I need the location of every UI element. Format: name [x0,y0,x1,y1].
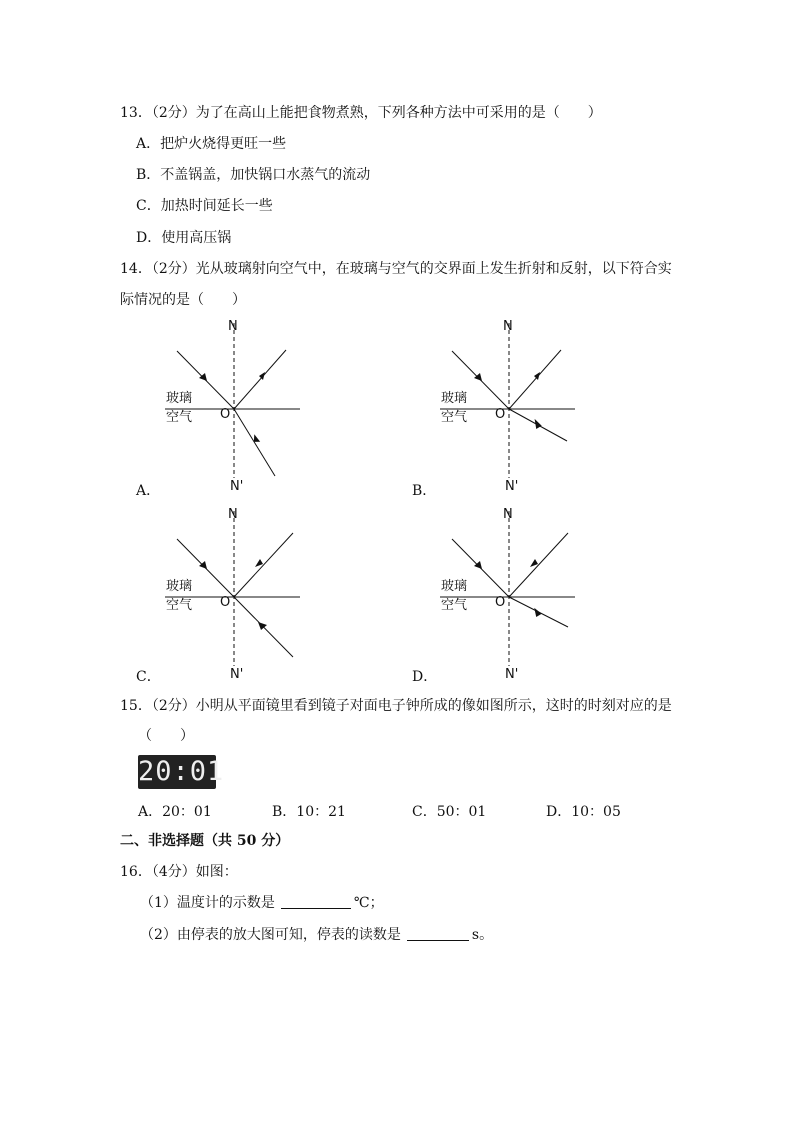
q13-option-a: A．把炉火烧得更旺一些 [136,136,287,152]
ray-diagram-a [160,318,310,494]
ray-diagram-d [435,506,585,682]
q16-part2-blank[interactable] [407,926,469,941]
q14-option-c-letter: C． [136,669,161,685]
q16-part1-suffix: ℃； [353,895,384,911]
label-origin: O [495,595,506,610]
ray-diagram-c [160,506,310,682]
q16-part1 [140,894,384,912]
label-origin: O [220,407,231,422]
q15-option-c: C．50：01 [412,804,487,820]
label-n-top: N [228,507,238,522]
q14-option-a-letter: A． [136,483,161,499]
q16-part1-prefix: （1）温度计的示数是 [140,895,275,911]
q14-stem-line1: 14．（2分）光从玻璃射向空气中，在玻璃与空气的交界面上发生折射和反射，以下符合实 [120,261,672,277]
label-air: 空气 [166,410,193,425]
q15-option-b: B．10：21 [272,804,346,820]
q15-option-a: A．20：01 [138,804,212,820]
label-n-top: N [228,319,238,334]
label-air: 空气 [441,410,468,425]
q15-stem-line2: （ ） [138,728,194,744]
label-n-bottom: N' [230,479,244,494]
q15-stem-line1: 15．（2分）小明从平面镜里看到镜子对面电子钟所成的像如图所示，这时的时刻对应的是 [120,698,672,714]
label-n-bottom: N' [505,667,519,682]
label-origin: O [495,407,506,422]
label-origin: O [220,595,231,610]
q16-part2-suffix: s。 [471,927,494,943]
q13-option-d: D．使用高压锅 [136,230,232,246]
label-glass: 玻璃 [441,579,468,594]
label-glass: 玻璃 [441,391,468,406]
label-glass: 玻璃 [166,579,193,594]
label-air: 空气 [166,598,193,613]
q16-part2 [140,926,493,944]
section-2-title: 二、非选择题（共 50 分） [120,833,290,849]
q14-stem-line2: 际情况的是（ ） [120,292,246,308]
q13-stem: 13．（2分）为了在高山上能把食物煮熟，下列各种方法中可采用的是（ ） [120,105,602,121]
q13-option-c: C．加热时间延长一些 [136,198,273,214]
mirror-clock-image: 20:01 [138,756,225,787]
label-n-bottom: N' [230,667,244,682]
q16-part1-blank[interactable] [281,894,351,909]
q14-option-b-letter: B． [412,483,437,499]
label-air: 空气 [441,598,468,613]
q16-part2-prefix: （2）由停表的放大图可知，停表的读数是 [140,927,401,943]
ray-diagram-b [435,318,585,494]
q15-option-d: D．10：05 [546,804,621,820]
q14-option-d-letter: D． [412,669,438,685]
label-n-top: N [503,507,513,522]
label-glass: 玻璃 [166,391,193,406]
q16-stem: 16．（4分）如图： [120,864,238,880]
q13-option-b: B．不盖锅盖，加快锅口水蒸气的流动 [136,167,371,183]
label-n-bottom: N' [505,479,519,494]
label-n-top: N [503,319,513,334]
